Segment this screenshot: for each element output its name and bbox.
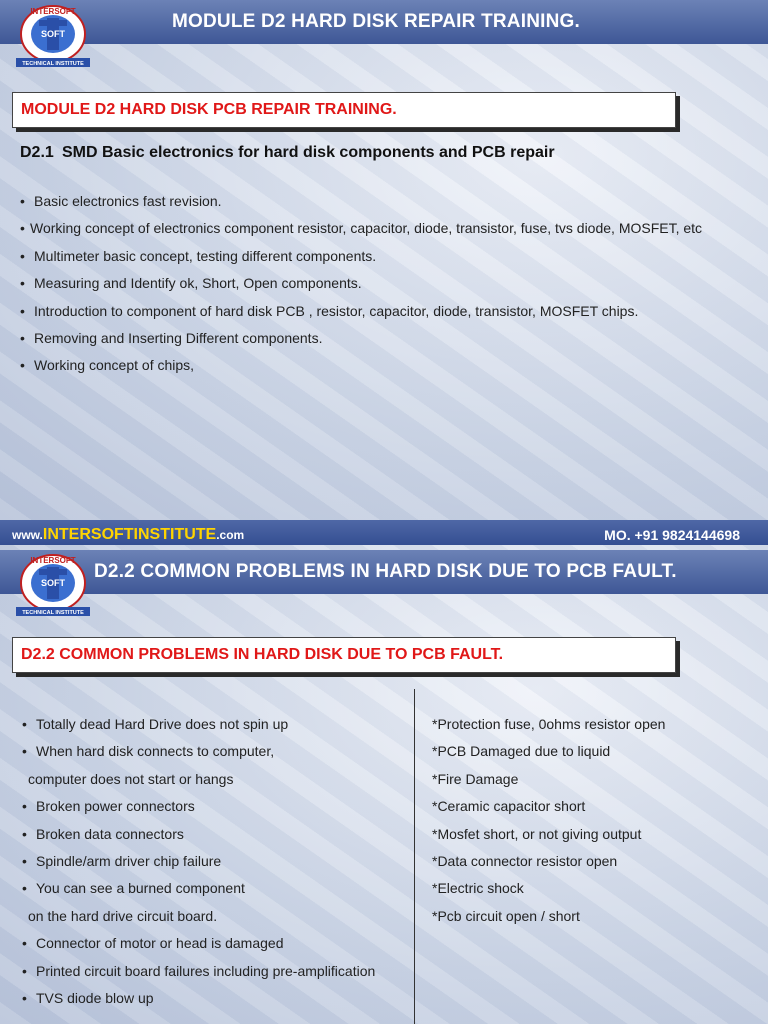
slide-1-subtitle-box	[12, 92, 676, 128]
logo-mid-text: SOFT	[41, 578, 65, 588]
list-item: • When hard disk connects to computer,	[22, 743, 275, 760]
slide-1-title-bar	[0, 0, 768, 44]
list-item: *PCB Damaged due to liquid	[432, 743, 611, 760]
list-item: • TVS diode blow up	[22, 989, 154, 1006]
intersoft-logo	[14, 4, 92, 68]
logo-top-text: INTERSOFT	[30, 556, 76, 565]
section-heading	[20, 144, 555, 162]
list-item: • Working concept of electronics component resistor, capacitor, diode, transistor, fuse, tvs diode, MOSFET, etc	[20, 220, 703, 237]
list-item: *Electric shock	[432, 880, 524, 897]
list-item: • Broken power connectors	[22, 798, 195, 815]
list-item: *Mosfet short, or not giving output	[432, 825, 642, 842]
column-divider	[414, 689, 415, 1024]
logo-mid-text: SOFT	[41, 29, 65, 39]
phone-number: MO. +91 9824144698	[604, 527, 740, 543]
list-item: • Printed circuit board failures including pre-amplification	[22, 962, 376, 979]
slide-2-subtitle-box	[12, 637, 676, 673]
list-item: *Ceramic capacitor short	[432, 798, 586, 815]
list-item: computer does not start or hangs	[28, 770, 234, 787]
section-title: SMD Basic electronics for hard disk components and PCB repair	[62, 144, 555, 161]
logo-top-text: INTERSOFT	[30, 7, 76, 16]
list-item: • Introduction to component of hard disk PCB , resistor, capacitor, diode, transistor, MOSFET chips.	[20, 302, 639, 319]
problems-list	[22, 711, 375, 1012]
list-item: *Data connector resistor open	[432, 852, 618, 869]
list-item: on the hard drive circuit board.	[28, 907, 218, 924]
slide-1-subtitle: MODULE D2 HARD DISK PCB REPAIR TRAINING.	[21, 101, 397, 118]
section-number: D2.1	[20, 144, 54, 161]
list-item: • You can see a burned component	[22, 880, 245, 897]
list-item: • Connector of motor or head is damaged	[22, 935, 284, 952]
slide-2-title: D2.2 COMMON PROBLEMS IN HARD DISK DUE TO PCB FAULT.	[94, 561, 677, 582]
website-link[interactable]: www.INTERSOFTINSTITUTE.com	[12, 526, 245, 543]
bullet-list	[20, 188, 702, 380]
list-item: • Spindle/arm driver chip failure	[22, 852, 222, 869]
list-item: • Multimeter basic concept, testing different components.	[20, 247, 377, 264]
causes-list	[432, 711, 665, 930]
slide-2	[0, 545, 768, 1024]
slide-2-subtitle: D2.2 COMMON PROBLEMS IN HARD DISK DUE TO PCB FAULT.	[21, 646, 504, 663]
slide-1-title: MODULE D2 HARD DISK REPAIR TRAINING.	[172, 11, 580, 32]
slide-2-title-bar	[0, 550, 768, 594]
logo-bottom-text: TECHNICAL INSTITUTE	[22, 61, 84, 67]
list-item: *Fire Damage	[432, 770, 519, 787]
list-item: • Totally dead Hard Drive does not spin up	[22, 716, 289, 732]
list-item: *Protection fuse, 0ohms resistor open	[432, 716, 666, 732]
list-item: • Broken data connectors	[22, 825, 184, 842]
list-item: • Working concept of chips,	[20, 357, 195, 374]
list-item: • Removing and Inserting Different components.	[20, 329, 323, 346]
list-item: *Pcb circuit open / short	[432, 907, 580, 924]
list-item: • Basic electronics fast revision.	[20, 193, 222, 209]
intersoft-logo	[14, 553, 92, 617]
logo-bottom-text: TECHNICAL INSTITUTE	[22, 610, 84, 616]
list-item: • Measuring and Identify ok, Short, Open components.	[20, 275, 362, 292]
